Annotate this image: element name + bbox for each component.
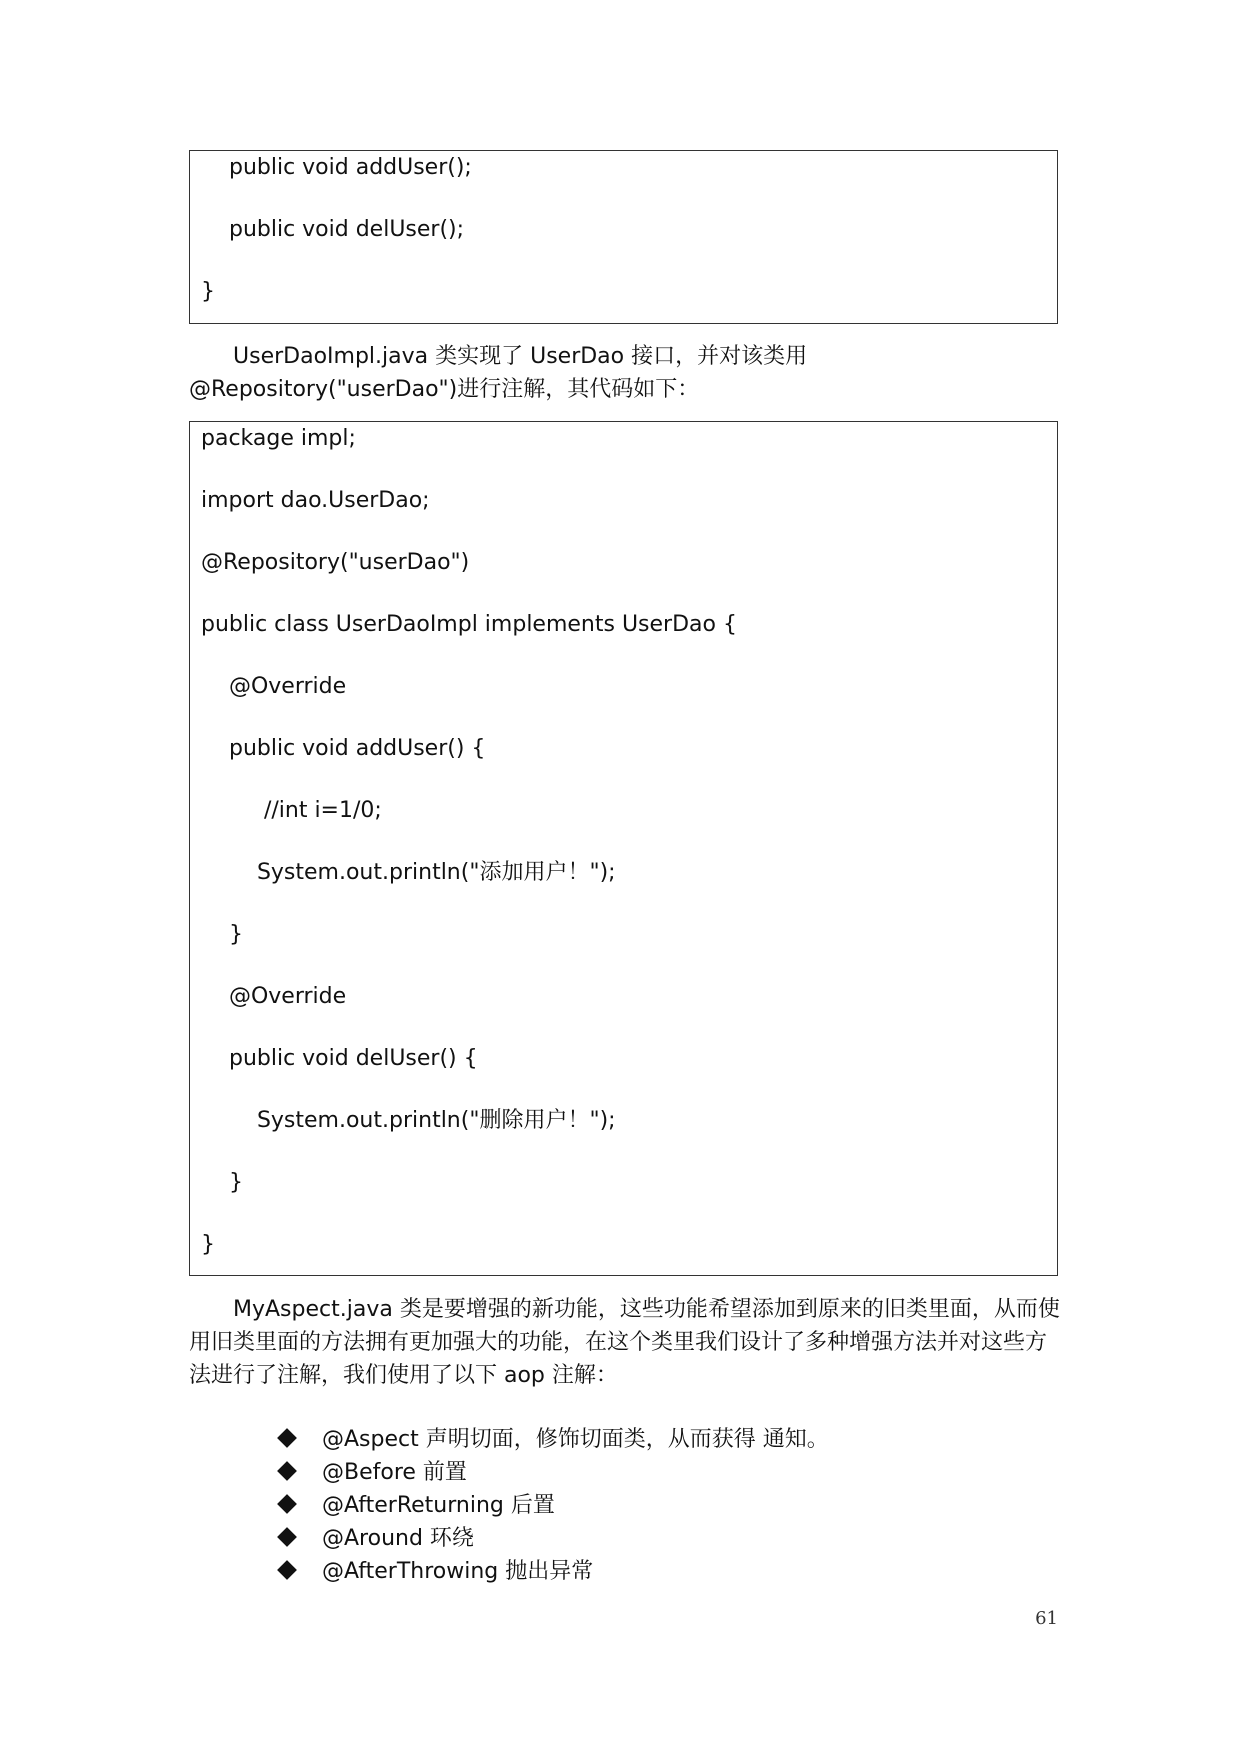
code-line: public void addUser(); (201, 155, 472, 180)
paragraph-line: MyAspect.java 类是要增强的新功能，这些功能希望添加到原来的旧类里面，从而使 (233, 1297, 1060, 1322)
code-block-userdaoimpl (189, 421, 1058, 1276)
code-line: public void addUser() { (201, 736, 486, 761)
code-line: System.out.println("删除用户！"); (201, 1108, 616, 1133)
page-number: 61 (1035, 1608, 1058, 1629)
aop-annotations-list (278, 1421, 829, 1586)
list-item (278, 1487, 829, 1520)
list-item (278, 1520, 829, 1553)
list-item (278, 1553, 829, 1586)
list-item-text: @AfterReturning 后置 (322, 1493, 555, 1518)
code-line: //int i=1/0; (201, 798, 382, 823)
paragraph-line: @Repository("userDao")进行注解，其代码如下： (189, 377, 700, 402)
code-line: public void delUser(); (201, 217, 465, 242)
list-item-text: @Aspect 声明切面，修饰切面类，从而获得 通知。 (322, 1427, 829, 1452)
code-line: } (201, 922, 243, 947)
paragraph-line: 用旧类里面的方法拥有更加强大的功能，在这个类里我们设计了多种增强方法并对这些方 (189, 1330, 1048, 1355)
list-item (278, 1454, 829, 1487)
diamond-bullet-icon (277, 1560, 297, 1580)
diamond-bullet-icon (277, 1428, 297, 1448)
code-block-interface (189, 150, 1058, 324)
code-line: public void delUser() { (201, 1046, 478, 1071)
list-item (278, 1421, 829, 1454)
diamond-bullet-icon (277, 1494, 297, 1514)
paragraph-line: UserDaoImpl.java 类实现了 UserDao 接口，并对该类用 (233, 344, 808, 369)
code-line: System.out.println("添加用户！"); (201, 860, 616, 885)
code-line: } (201, 1170, 243, 1195)
code-line: package impl; (201, 426, 356, 451)
code-line: public class UserDaoImpl implements UserDao { (201, 612, 737, 637)
list-item-text: @AfterThrowing 抛出异常 (322, 1559, 594, 1584)
paragraph-userdaoimpl-intro (189, 340, 1069, 406)
code-line: } (201, 279, 215, 304)
code-line: @Override (201, 674, 347, 699)
diamond-bullet-icon (277, 1527, 297, 1547)
paragraph-line: 法进行了注解，我们使用了以下 aop 注解： (189, 1363, 618, 1388)
code-line: } (201, 1232, 215, 1257)
list-item-text: @Before 前置 (322, 1460, 467, 1485)
code-line: @Override (201, 984, 347, 1009)
list-item-text: @Around 环绕 (322, 1526, 474, 1551)
code-line: import dao.UserDao; (201, 488, 430, 513)
paragraph-myaspect-intro (189, 1293, 1069, 1392)
diamond-bullet-icon (277, 1461, 297, 1481)
code-line: @Repository("userDao") (201, 550, 470, 575)
